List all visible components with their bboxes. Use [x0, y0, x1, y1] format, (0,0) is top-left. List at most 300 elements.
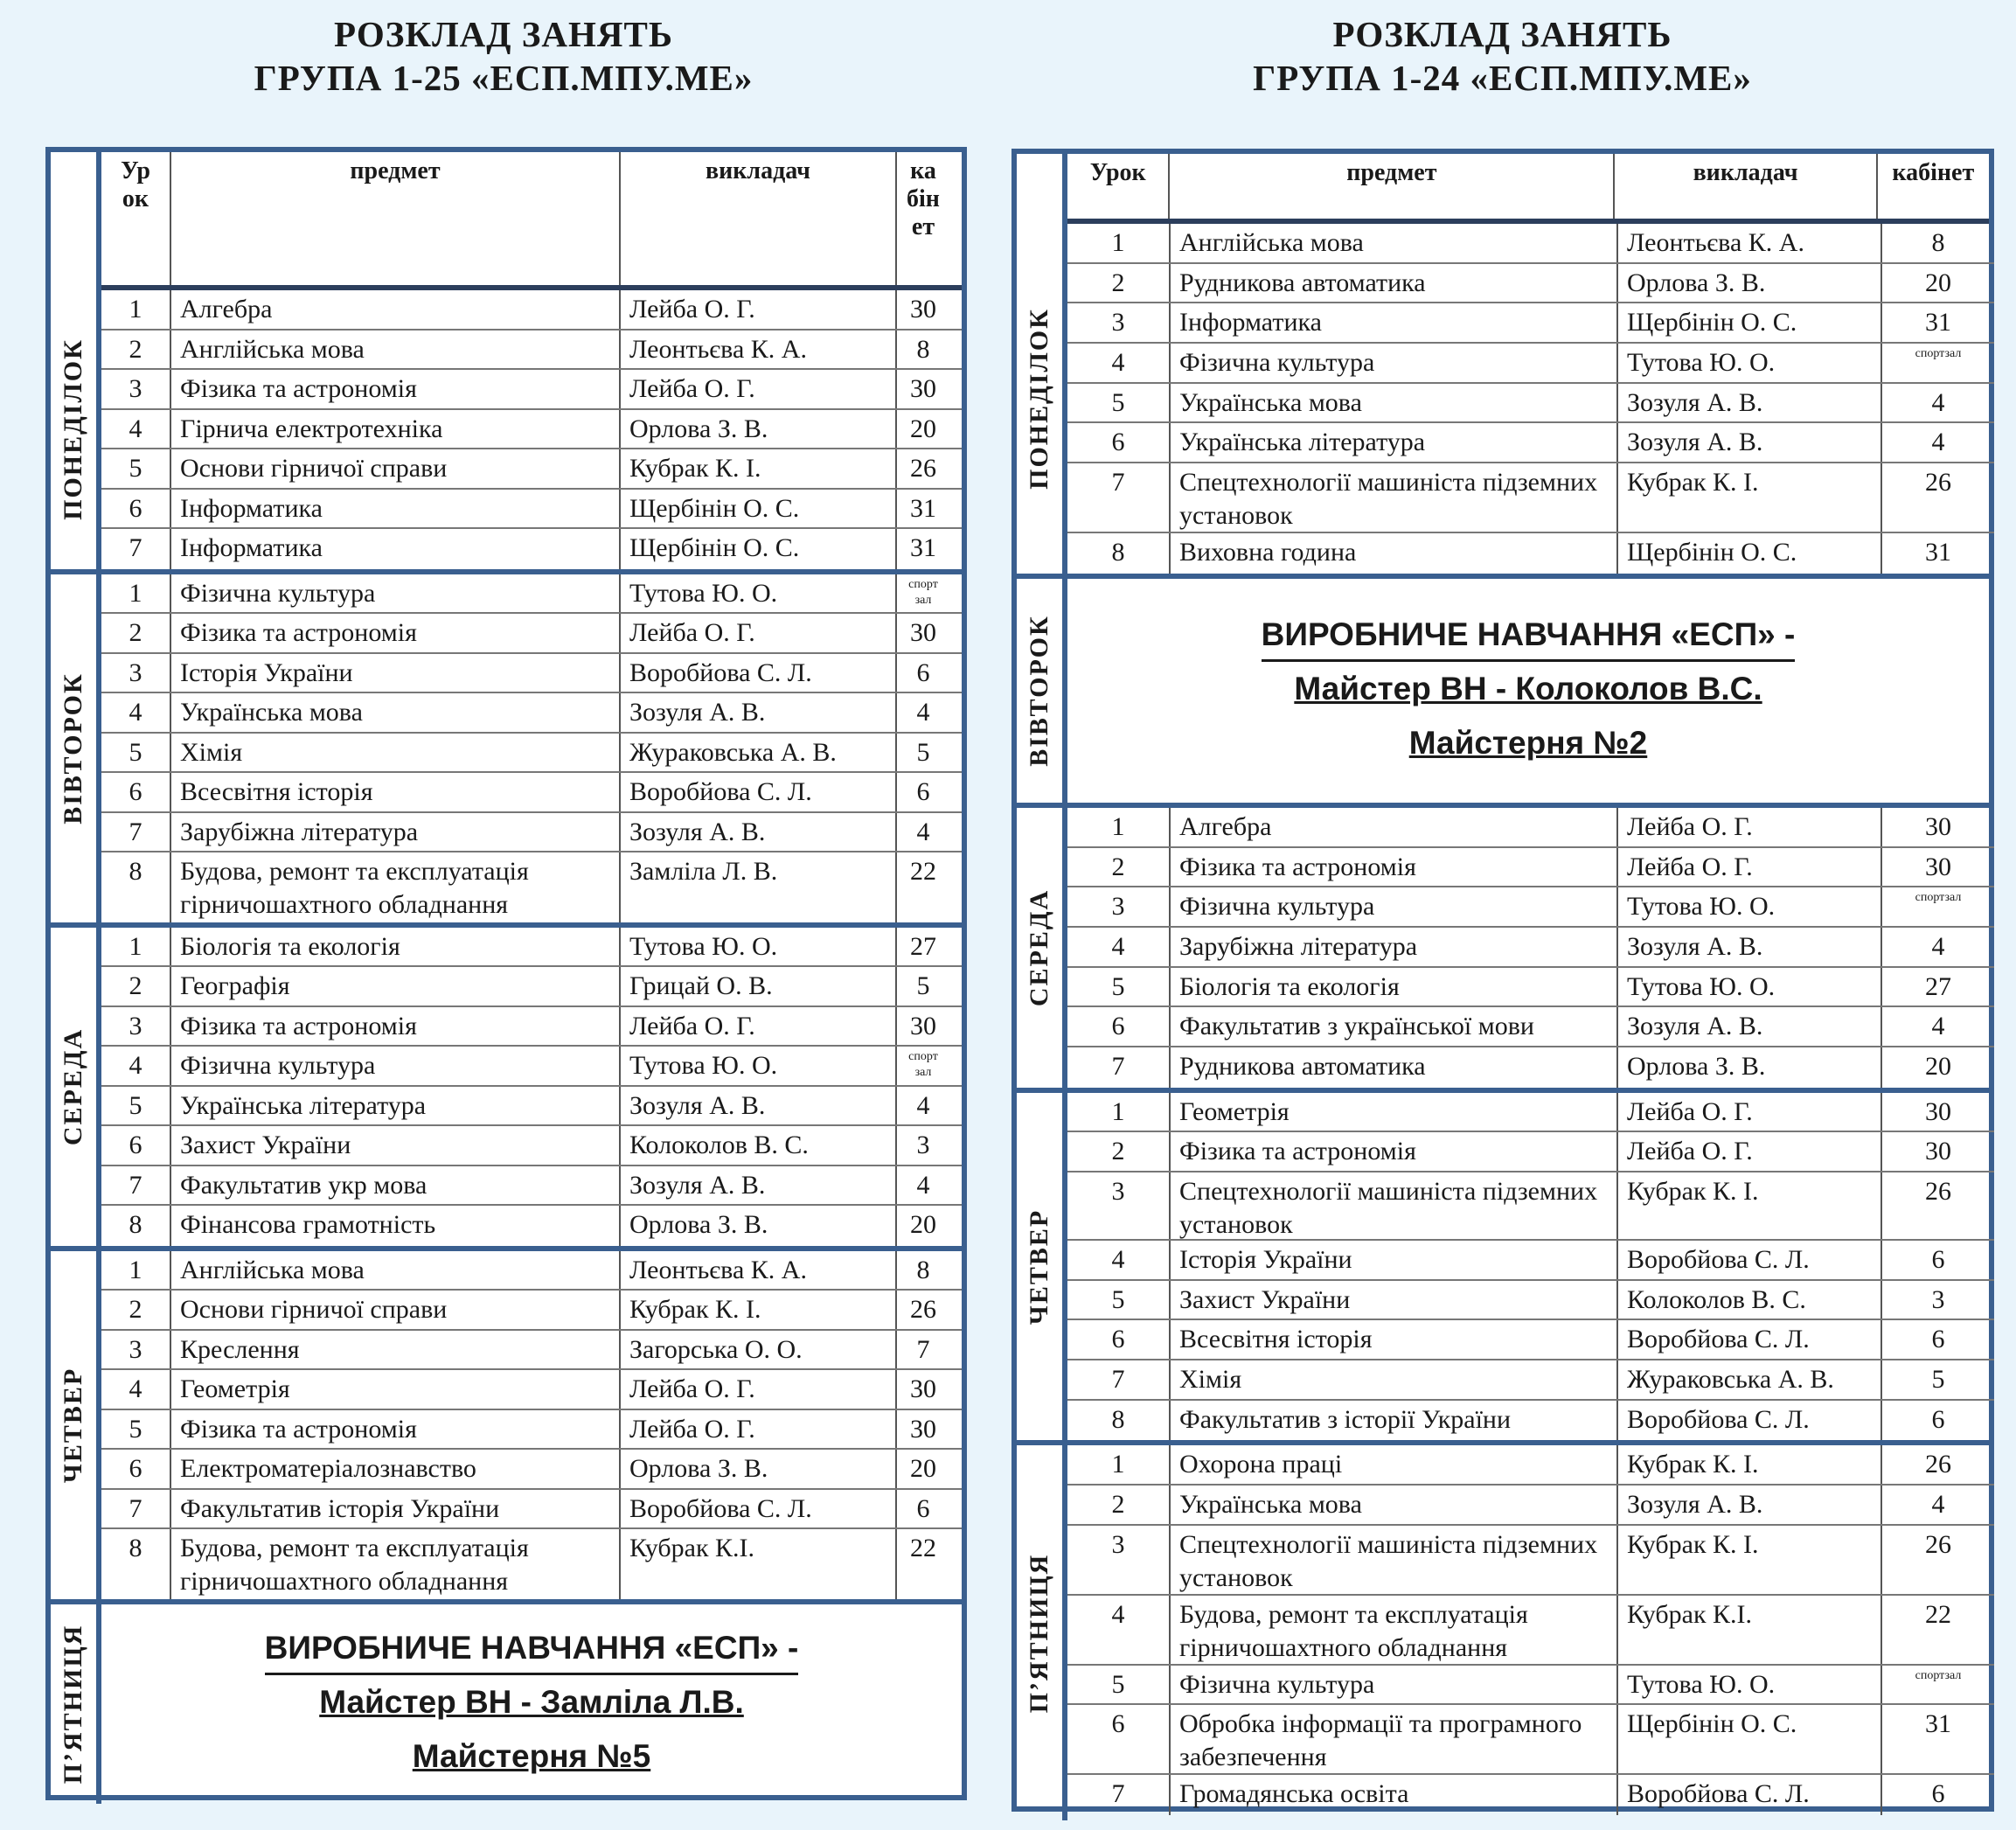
room-cell: 6 [1931, 1244, 1945, 1274]
subject-cell: Факультатив укр мова [171, 1166, 621, 1205]
room-cell: 4 [1931, 428, 1945, 457]
teacher-cell: Зозуля А. В. [621, 813, 897, 852]
teacher-cell: Лейба О. Г. [621, 370, 897, 408]
table-row [101, 370, 962, 410]
table-row [101, 773, 962, 813]
teacher-cell: Лейба О. Г. [1618, 848, 1882, 887]
day-block [51, 928, 962, 1251]
table-row [1067, 533, 1994, 574]
table-row [1067, 1666, 1994, 1706]
teacher-cell: Кубрак К. І. [1618, 1526, 1882, 1594]
table-header [101, 152, 962, 290]
table-row [101, 1529, 962, 1599]
lesson-number: 1 [1067, 808, 1171, 846]
room-cell: 6 [1931, 1325, 1945, 1354]
lesson-number: 6 [101, 1126, 171, 1165]
table-row [1067, 848, 1994, 888]
table-row [101, 1087, 962, 1127]
lesson-number: 6 [101, 490, 171, 528]
table-row [1067, 1596, 1994, 1666]
subject-cell: Хімія [171, 734, 621, 772]
lesson-number: 2 [101, 1291, 171, 1329]
subject-cell: Факультатив з історії України [1171, 1401, 1618, 1441]
lesson-number: 2 [1067, 264, 1171, 303]
subject-cell: Фізична культура [1171, 887, 1618, 926]
table-row [101, 574, 962, 615]
subject-cell: Інформатика [171, 529, 621, 569]
day-block [51, 574, 962, 928]
header-day-strip [1017, 154, 1067, 224]
room-cell: 30 [1925, 1137, 1951, 1166]
table-row [101, 529, 962, 569]
header-lesson: Урок [1067, 154, 1170, 219]
schedule-group-1-25 [42, 0, 965, 1785]
table-row [1067, 1320, 1994, 1360]
day-name-label: П’ЯТНИЦЯ [1025, 1553, 1053, 1714]
lesson-number: 5 [101, 1410, 171, 1449]
room-cell: 30 [910, 618, 936, 647]
room-cell: 4 [1931, 931, 1945, 961]
teacher-cell: Тутова Ю. О. [621, 574, 897, 613]
subject-cell: Українська мова [171, 693, 621, 732]
subject-cell: Факультатив історія України [171, 1490, 621, 1528]
room-cell: 7 [916, 1334, 930, 1364]
subject-cell: Фізика та астрономія [171, 1007, 621, 1046]
table-row [1067, 1445, 1994, 1486]
subject-cell: Фізика та астрономія [1171, 848, 1618, 887]
table-row [101, 1166, 962, 1207]
table-row [101, 1251, 962, 1291]
subject-cell: Захист України [1171, 1281, 1618, 1319]
table-row [1067, 1401, 1994, 1441]
table-row [101, 410, 962, 450]
teacher-cell: Кубрак К. І. [621, 449, 897, 488]
table-row [101, 813, 962, 853]
room-cell: 8 [916, 1255, 930, 1284]
table-row [1067, 384, 1994, 424]
lesson-number: 7 [1067, 1775, 1171, 1815]
table-row [1067, 887, 1994, 928]
lesson-list [101, 290, 962, 569]
teacher-cell: Лейба О. Г. [621, 1370, 897, 1409]
day-name [51, 290, 101, 569]
lesson-number: 6 [101, 1450, 171, 1488]
subject-cell: Будова, ремонт та експлуатація гірничошахтного обладнання [171, 1529, 621, 1599]
lesson-number: 3 [101, 1007, 171, 1046]
table-header [1067, 154, 1989, 224]
day-name-label: ЧЕТВЕР [1025, 1208, 1053, 1325]
table-row [1067, 1241, 1994, 1281]
header-room: кабінет [1892, 159, 1975, 186]
title-line-1: РОЗКЛАД ЗАНЯТЬ [334, 14, 673, 54]
teacher-cell: Колоколов В. С. [1618, 1281, 1882, 1319]
room-cell: 3 [916, 1131, 930, 1160]
room-cell: 5 [916, 737, 930, 767]
teacher-cell: Орлова З. В. [621, 410, 897, 449]
table-row [1067, 1486, 1994, 1526]
room-cell: 4 [916, 698, 930, 727]
table-row [1067, 1132, 1994, 1172]
lesson-number: 7 [1067, 1047, 1171, 1088]
teacher-cell: Кубрак К. І. [1618, 1172, 1882, 1239]
table-row [1067, 344, 1994, 384]
room-cell: 5 [1931, 1364, 1945, 1394]
lesson-number: 7 [101, 813, 171, 852]
room-cell: 8 [1931, 228, 1945, 257]
teacher-cell: Зозуля А. В. [1618, 1486, 1882, 1524]
subject-cell: Фізика та астрономія [171, 614, 621, 652]
room-cell: 20 [1925, 1052, 1951, 1081]
room-cell: спортзал [1915, 891, 1962, 905]
teacher-cell: Щербінін О. С. [1618, 1705, 1882, 1773]
room-cell: 4 [916, 1090, 930, 1120]
lesson-number: 6 [1067, 1007, 1171, 1046]
subject-cell: Зарубіжна література [1171, 928, 1618, 966]
day-name-label: ВІВТОРОК [59, 671, 87, 825]
room-cell: 30 [1925, 852, 1951, 881]
lesson-number: 5 [101, 1087, 171, 1125]
table-row [1067, 1281, 1994, 1321]
teacher-cell: Зозуля А. В. [621, 1166, 897, 1205]
day-name-label: СЕРЕДА [1025, 888, 1053, 1006]
subject-cell: Обробка інформації та програмного забезпечення [1171, 1705, 1618, 1773]
teacher-cell: Загорська О. О. [621, 1331, 897, 1369]
day-block [51, 1604, 962, 1804]
table-row [101, 1331, 962, 1371]
subject-cell: Інформатика [1171, 303, 1618, 342]
lesson-number: 7 [101, 529, 171, 569]
teacher-cell: Лейба О. Г. [1618, 808, 1882, 846]
schedule-group-1-24 [1011, 0, 1993, 1809]
room-cell: 3 [1931, 1284, 1945, 1314]
lesson-number: 8 [101, 852, 171, 922]
subject-cell: Фізична культура [1171, 1666, 1618, 1704]
room-cell: 4 [916, 817, 930, 846]
lesson-number: 6 [101, 773, 171, 811]
teacher-cell: Тутова Ю. О. [621, 928, 897, 966]
teacher-cell: Кубрак К. І. [1618, 1445, 1882, 1484]
header-teacher: викладач [1615, 154, 1877, 219]
day-block [1017, 1093, 1989, 1446]
schedule-title [1011, 0, 1993, 114]
table-row [1067, 423, 1994, 463]
subject-cell: Інформатика [171, 490, 621, 528]
teacher-cell: Орлова З. В. [1618, 264, 1882, 303]
teacher-cell: Зозуля А. В. [1618, 928, 1882, 966]
teacher-cell: Воробйова С. Л. [1618, 1241, 1882, 1279]
teacher-cell: Тутова Ю. О. [1618, 968, 1882, 1006]
teacher-cell: Леонтьєва К. А. [1618, 224, 1882, 262]
teacher-cell: Зозуля А. В. [1618, 384, 1882, 422]
lesson-number: 1 [101, 928, 171, 966]
table-row [101, 852, 962, 922]
lesson-number: 7 [1067, 1360, 1171, 1399]
lesson-number: 4 [101, 1370, 171, 1409]
table-row [101, 614, 962, 654]
subject-cell: Електроматеріалознавство [171, 1450, 621, 1488]
subject-cell: Українська мова [1171, 384, 1618, 422]
room-cell: 26 [1925, 468, 1951, 498]
lesson-list [101, 574, 962, 922]
room-cell: 30 [910, 374, 936, 403]
room-cell: спортзал [1915, 347, 1962, 361]
teacher-cell: Зозуля А. В. [621, 1087, 897, 1125]
teacher-cell: Лейба О. Г. [1618, 1132, 1882, 1171]
subject-cell: Англійська мова [171, 1251, 621, 1290]
room-cell: 22 [910, 857, 936, 886]
lesson-number: 3 [1067, 887, 1171, 926]
day-block [1017, 1445, 1989, 1820]
room-cell: 30 [910, 295, 936, 324]
subject-cell: Історія України [1171, 1241, 1618, 1279]
table-row [1067, 808, 1994, 848]
table-row [101, 1450, 962, 1490]
lesson-number: 1 [101, 290, 171, 329]
teacher-cell: Щербінін О. С. [621, 490, 897, 528]
subject-cell: Спецтехнології машиніста підземних установок [1171, 1526, 1618, 1594]
subject-cell: Геометрія [1171, 1093, 1618, 1131]
room-cell: 22 [910, 1534, 936, 1563]
teacher-cell: Замліла Л. В. [621, 852, 897, 922]
subject-cell: Спецтехнології машиніста підземних установок [1171, 1172, 1618, 1239]
header-room: ка бін ет [907, 157, 940, 240]
lesson-number: 3 [1067, 1526, 1171, 1594]
subject-cell: Гірнича електротехніка [171, 410, 621, 449]
lesson-number: 3 [101, 654, 171, 692]
room-cell: 6 [916, 658, 930, 687]
subject-cell: Охорона праці [1171, 1445, 1618, 1484]
room-cell: спорт зал [908, 1050, 938, 1080]
room-cell: 30 [910, 1011, 936, 1040]
room-cell: 5 [916, 971, 930, 1001]
teacher-cell: Лейба О. Г. [621, 614, 897, 652]
header-lesson: Ур ок [101, 152, 171, 285]
teacher-cell: Тутова Ю. О. [621, 1047, 897, 1085]
lesson-number: 1 [101, 1251, 171, 1290]
teacher-cell: Грицай О. В. [621, 967, 897, 1005]
lesson-number: 7 [101, 1166, 171, 1205]
table-row [1067, 1093, 1994, 1133]
lesson-list [1067, 808, 1994, 1088]
day-name [1017, 579, 1067, 803]
room-cell: 30 [1925, 811, 1951, 841]
lesson-number: 1 [1067, 224, 1171, 262]
subject-cell: Рудникова автоматика [1171, 264, 1618, 303]
subject-cell: Біологія та екологія [171, 928, 621, 966]
teacher-cell: Кубрак К. І. [621, 1291, 897, 1329]
table-row [1067, 1007, 1994, 1047]
table-row [101, 654, 962, 694]
title-line-2: ГРУПА 1-24 «ЕСП.МПУ.МЕ» [1253, 58, 1752, 98]
lesson-number: 4 [1067, 1241, 1171, 1279]
teacher-cell: Лейба О. Г. [621, 290, 897, 329]
room-cell: 26 [1925, 1177, 1951, 1207]
teacher-cell: Зозуля А. В. [1618, 1007, 1882, 1046]
teacher-cell: Щербінін О. С. [1618, 533, 1882, 574]
teacher-cell: Тутова Ю. О. [1618, 1666, 1882, 1704]
table-row [1067, 224, 1994, 264]
subject-cell: Фізична культура [171, 1047, 621, 1085]
subject-cell: Фінансова грамотність [171, 1206, 621, 1246]
lesson-number: 8 [101, 1529, 171, 1599]
subject-cell: Алгебра [1171, 808, 1618, 846]
day-name-label: ПОНЕДІЛОК [59, 338, 87, 521]
subject-cell: Креслення [171, 1331, 621, 1369]
table-row [1067, 1526, 1994, 1596]
banner-line: ВИРОБНИЧЕ НАВЧАННЯ «ЕСП» - [265, 1624, 799, 1675]
day-block [1017, 808, 1989, 1093]
room-cell: 31 [1925, 1709, 1951, 1739]
lesson-number: 4 [1067, 344, 1171, 382]
table-row [101, 290, 962, 331]
header-subject: предмет [1170, 154, 1615, 219]
table-row [101, 449, 962, 490]
room-cell: спорт зал [908, 577, 938, 607]
lesson-number: 6 [1067, 1320, 1171, 1359]
subject-cell: Українська література [1171, 423, 1618, 462]
day-name-label: ПОНЕДІЛОК [1025, 308, 1053, 490]
lesson-number: 8 [1067, 533, 1171, 574]
teacher-cell: Воробйова С. Л. [1618, 1401, 1882, 1441]
timetable [1011, 149, 1994, 1812]
subject-cell: Фізика та астрономія [171, 370, 621, 408]
day-name [51, 1604, 101, 1804]
table-row [1067, 463, 1994, 533]
subject-cell: Українська мова [1171, 1486, 1618, 1524]
table-row [1067, 968, 1994, 1008]
lesson-number: 5 [1067, 1666, 1171, 1704]
day-name [1017, 1093, 1067, 1441]
teacher-cell: Леонтьєва К. А. [621, 331, 897, 369]
lesson-number: 3 [1067, 303, 1171, 342]
day-name [51, 574, 101, 922]
room-cell: 26 [1925, 1529, 1951, 1559]
room-cell: 31 [1925, 538, 1951, 567]
day-name-label: ЧЕТВЕР [59, 1367, 87, 1483]
day-block [1017, 224, 1989, 579]
day-name-label: ВІВТОРОК [1025, 615, 1053, 767]
room-cell: 20 [910, 1210, 936, 1240]
lesson-number: 3 [101, 370, 171, 408]
day-block [1017, 579, 1989, 808]
subject-cell: Всесвітня історія [171, 773, 621, 811]
lesson-number: 3 [101, 1331, 171, 1369]
room-cell: 20 [910, 414, 936, 443]
day-name [1017, 224, 1067, 574]
room-cell: 30 [1925, 1096, 1951, 1126]
subject-cell: Спецтехнології машиніста підземних установок [1171, 463, 1618, 532]
table-row [101, 693, 962, 734]
teacher-cell: Орлова З. В. [1618, 1047, 1882, 1088]
teacher-cell: Тутова Ю. О. [1618, 887, 1882, 926]
table-row [101, 967, 962, 1007]
room-cell: 30 [910, 1374, 936, 1404]
day-name-label: СЕРЕДА [59, 1027, 87, 1145]
lesson-number: 4 [1067, 1596, 1171, 1664]
lesson-number: 4 [1067, 928, 1171, 966]
table-row [101, 1047, 962, 1087]
day-name [1017, 1445, 1067, 1820]
table-row [101, 1370, 962, 1410]
table-row [101, 1206, 962, 1246]
teacher-cell: Жураковська А. В. [1618, 1360, 1882, 1399]
table-row [1067, 1705, 1994, 1775]
subject-cell: Історія України [171, 654, 621, 692]
subject-cell: Англійська мова [1171, 224, 1618, 262]
table-row [1067, 1360, 1994, 1401]
lesson-number: 1 [1067, 1445, 1171, 1484]
subject-cell: Громадянська освіта [1171, 1775, 1618, 1815]
teacher-cell: Воробйова С. Л. [1618, 1320, 1882, 1359]
room-cell: 26 [910, 454, 936, 483]
subject-cell: Зарубіжна література [171, 813, 621, 852]
subject-cell: Рудникова автоматика [1171, 1047, 1618, 1088]
subject-cell: Виховна година [1171, 533, 1618, 574]
lesson-number: 5 [101, 734, 171, 772]
practice-banner [101, 1604, 962, 1804]
table-row [1067, 303, 1994, 344]
lesson-number: 2 [101, 967, 171, 1005]
day-block [51, 290, 962, 574]
table-row [1067, 264, 1994, 304]
table-row [101, 928, 962, 968]
teacher-cell: Воробйова С. Л. [621, 654, 897, 692]
lesson-number: 3 [1067, 1172, 1171, 1239]
teacher-cell: Жураковська А. В. [621, 734, 897, 772]
room-cell: 27 [1925, 971, 1951, 1001]
lesson-number: 2 [101, 331, 171, 369]
schedule-title [42, 0, 965, 114]
table-row [101, 1126, 962, 1166]
subject-cell: Алгебра [171, 290, 621, 329]
table-row [101, 1490, 962, 1530]
table-row [101, 734, 962, 774]
header-teacher: викладач [621, 152, 897, 285]
lesson-number: 8 [101, 1206, 171, 1246]
room-cell: 4 [1931, 387, 1945, 417]
lesson-number: 5 [1067, 1281, 1171, 1319]
lesson-number: 2 [1067, 848, 1171, 887]
table-row [101, 490, 962, 530]
lesson-number: 1 [1067, 1093, 1171, 1131]
room-cell: 31 [910, 533, 936, 562]
teacher-cell: Колоколов В. С. [621, 1126, 897, 1165]
room-cell: 30 [910, 1414, 936, 1444]
room-cell: 26 [910, 1295, 936, 1325]
subject-cell: Основи гірничої справи [171, 449, 621, 488]
table-row [101, 1410, 962, 1451]
subject-cell: Фізика та астрономія [171, 1410, 621, 1449]
table-row [101, 331, 962, 371]
subject-cell: Фізика та астрономія [1171, 1132, 1618, 1171]
day-name [51, 928, 101, 1246]
room-cell: 6 [1931, 1404, 1945, 1434]
subject-cell: Хімія [1171, 1360, 1618, 1399]
teacher-cell: Орлова З. В. [621, 1450, 897, 1488]
day-name [51, 1251, 101, 1599]
banner-line: Майстерня №5 [412, 1738, 651, 1775]
table-row [1067, 928, 1994, 968]
timetable [45, 147, 967, 1800]
room-cell: 6 [1931, 1779, 1945, 1809]
day-name [1017, 808, 1067, 1088]
teacher-cell: Воробйова С. Л. [1618, 1775, 1882, 1815]
header-subject: предмет [171, 152, 621, 285]
header-day-strip [51, 152, 101, 290]
table-row [1067, 1775, 1994, 1815]
subject-cell: Факультатив з української мови [1171, 1007, 1618, 1046]
room-cell: 20 [910, 1454, 936, 1484]
